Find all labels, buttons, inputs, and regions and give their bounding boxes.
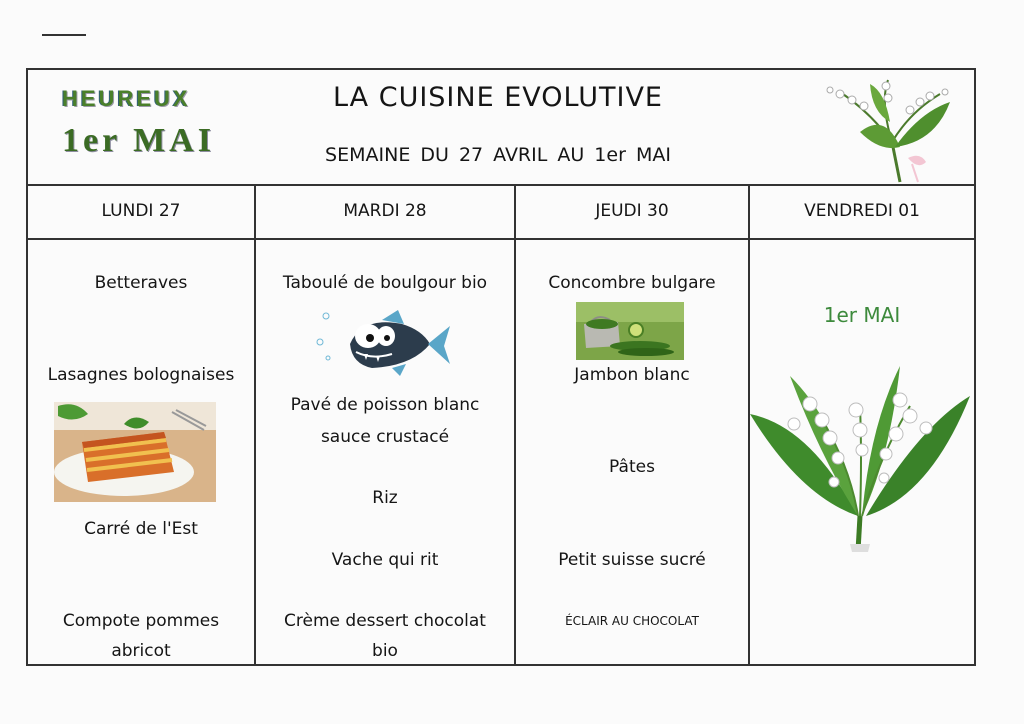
column-jeudi (516, 238, 748, 664)
lily-of-the-valley-icon (800, 72, 970, 186)
menu-item: Jambon blanc (574, 365, 690, 385)
menu-item: Pâtes (609, 457, 655, 477)
menu-item: bio (372, 641, 398, 661)
cucumber-photo (576, 302, 684, 360)
scan-mark (42, 34, 86, 36)
menu-item: sauce crustacé (320, 427, 450, 447)
day-header-row (28, 184, 974, 240)
menu-item: ÉCLAIR AU CHOCOLAT (565, 614, 699, 628)
lily-of-the-valley-icon (750, 366, 974, 556)
menu-item: Crème dessert chocolat (284, 611, 486, 631)
heureux-1er-mai-badge (62, 82, 252, 162)
menu-item: Lasagnes bolognaises (47, 365, 235, 385)
menu-item: Vache qui rit (331, 550, 439, 570)
badge-line1: HEUREUX (62, 86, 191, 111)
day-header-jeudi: JEUDI 30 (595, 201, 669, 221)
day-header-mardi: MARDI 28 (343, 201, 427, 221)
menu-item: Carré de l'Est (84, 519, 198, 539)
menu-item: Taboulé de boulgour bio (282, 273, 488, 293)
day-header-lundi: LUNDI 27 (101, 201, 181, 221)
badge-line2: 1er MAI (62, 122, 215, 159)
column-lundi (28, 238, 254, 664)
holiday-label: 1er MAI (823, 303, 901, 327)
day-header-vendredi: VENDREDI 01 (804, 201, 920, 221)
menu-item: Riz (372, 488, 398, 508)
menu-item: Concombre bulgare (548, 273, 716, 293)
header-row (28, 70, 974, 186)
menu-item: Pavé de poisson blanc (290, 395, 480, 415)
menu-item: Betteraves (94, 273, 188, 293)
menu-item: Compote pommes (62, 611, 220, 631)
week-subtitle: SEMAINE DU 27 AVRIL AU 1er MAI (325, 144, 671, 166)
menu-item: Petit suisse sucré (558, 550, 706, 570)
column-vendredi (750, 238, 974, 664)
menu-item: abricot (111, 641, 171, 661)
column-mardi (256, 238, 514, 664)
menu-table (26, 68, 976, 666)
page-title: LA CUISINE EVOLUTIVE (333, 82, 663, 113)
lasagna-photo (54, 402, 216, 502)
fish-icon (312, 306, 452, 376)
